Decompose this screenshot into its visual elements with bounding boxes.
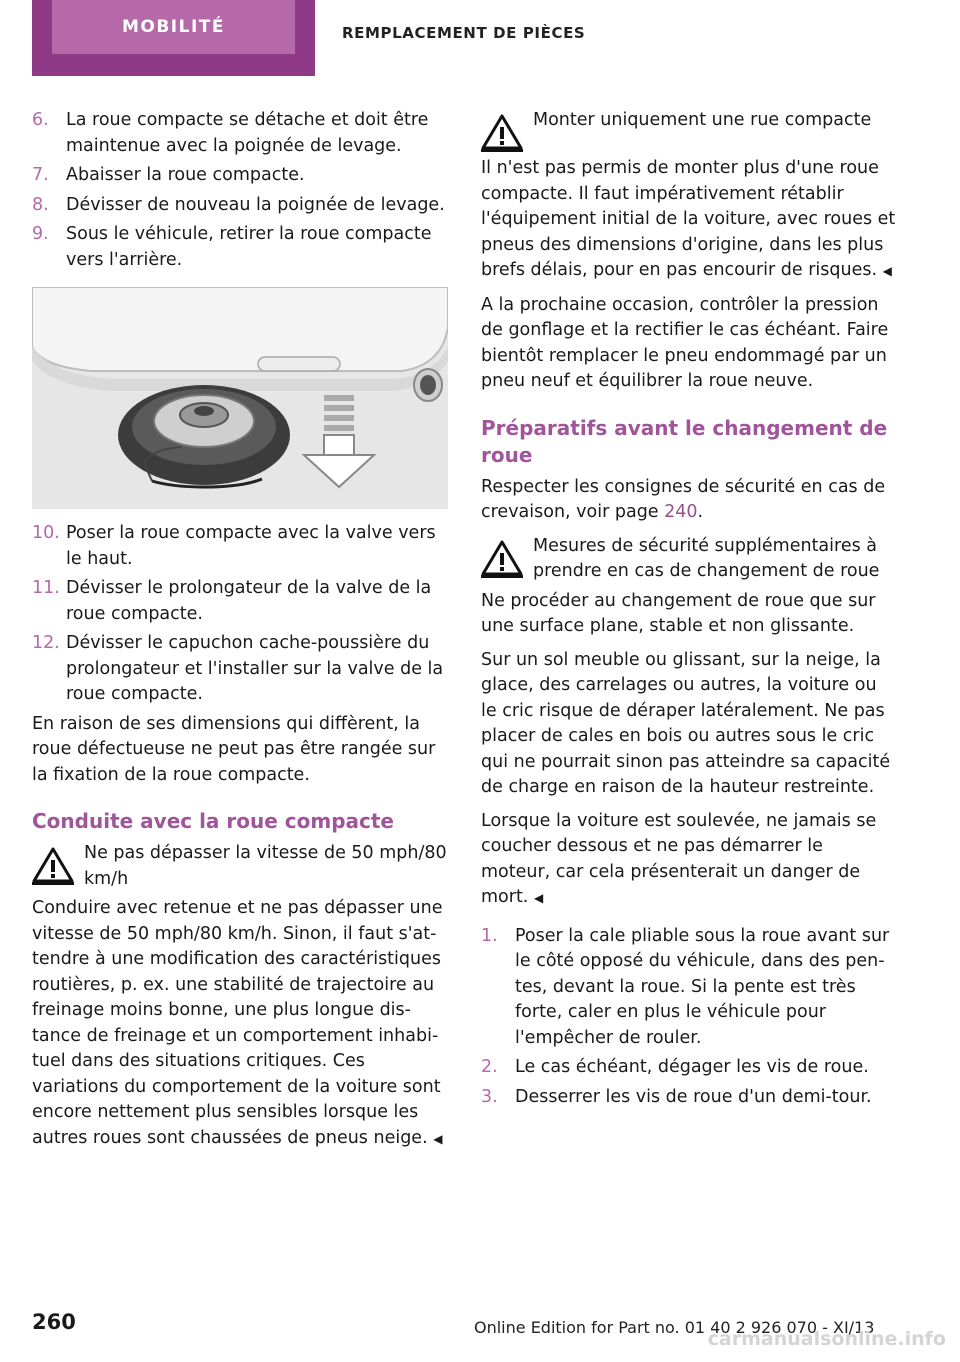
step-text: Poser la roue compacte avec la valve vers le haut. — [66, 523, 436, 569]
warning-body: Ne procéder au changement de roue que sur une surface plane, stable et non glissante. — [481, 590, 876, 636]
list-item — [32, 631, 450, 708]
warning-body: Lorsque la voiture est soulevée, ne jamais se coucher dessous et ne pas démarrer le moteur, car cela présenterait un danger de mort. ◀ — [481, 810, 877, 907]
end-mark-icon: ◀ — [433, 1131, 443, 1146]
step-text: Dévisser de nouveau la poignée de levage. — [66, 194, 445, 215]
warning-block — [32, 841, 450, 892]
paragraph: A la prochaine occasion, contrôler la pression de gonflage et la rectifier le cas échéant. Faire bientôt remplacer le pneu endommagé par un pneu neuf et équilibrer la roue neuve. — [481, 294, 889, 391]
spare-wheel-illustration — [32, 287, 448, 509]
step-text: Desserrer les vis de roue d'un demi-tour. — [515, 1086, 872, 1107]
list-item — [32, 521, 450, 572]
step-number: 1. — [481, 925, 498, 946]
right-column — [481, 108, 897, 1114]
paragraph-with-link: Respecter les consignes de sécurité en cas de crevaison, voir page 240. — [481, 476, 886, 522]
paragraph: En raison de ses dimensions qui diffèrent, la roue défectueuse ne peut pas être rangée sur la fixation de la roue compacte. — [32, 713, 436, 785]
list-item — [481, 924, 897, 1052]
step-number: 7. — [32, 165, 49, 185]
step-text: Dévisser le capuchon cache-poussière du prolongateur et l'installer sur la valve de la roue compacte. — [66, 633, 444, 704]
chapter-tab-label: MOBILITÉ — [52, 0, 295, 54]
section-heading: Conduite avec la roue compacte — [32, 809, 394, 833]
warning-block-safety — [481, 534, 897, 585]
list-item — [481, 1085, 897, 1111]
step-number: 8. — [32, 194, 49, 215]
warning-title: Mesures de sécurité supplémentaires à prendre en cas de changement de roue — [533, 535, 880, 581]
section-title: REMPLACEMENT DE PIÈCES — [342, 24, 586, 42]
step-number: 12. — [32, 633, 60, 653]
page-link[interactable]: 240 — [664, 502, 698, 522]
section-heading: Préparatifs avant le changement de roue — [481, 415, 888, 467]
step-text: Le cas échéant, dégager les vis de roue. — [515, 1057, 869, 1077]
step-number: 10. — [32, 523, 60, 543]
step-text: Dévisser le prolongateur de la valve de la roue compacte. — [66, 578, 432, 624]
list-item — [32, 193, 450, 219]
end-mark-icon: ◀ — [533, 891, 544, 905]
list-item — [32, 163, 450, 189]
step-text: La roue compacte se détache et doit être maintenue avec la poignée de levage. — [66, 110, 429, 156]
page-header — [0, 0, 960, 76]
page-footer — [0, 1310, 960, 1362]
watermark: carmanualsonline.info — [707, 1328, 946, 1350]
step-number: 9. — [32, 224, 49, 244]
list-item — [32, 576, 450, 627]
steps-list-b — [32, 521, 450, 708]
warning-icon — [481, 540, 523, 578]
step-text: Sous le véhicule, retirer la roue compacte vers l'arrière. — [66, 224, 432, 270]
list-item — [32, 108, 450, 159]
warning-icon — [481, 114, 523, 152]
step-number: 6. — [32, 110, 49, 130]
page-number: 260 — [32, 1310, 76, 1334]
warning-block-compact-wheel — [481, 108, 897, 152]
edition-note: Online Edition for Part no. 01 40 2 926 070 - XI/13 — [474, 1318, 875, 1337]
step-text: Abaisser la roue compacte. — [66, 165, 305, 185]
step-number: 3. — [481, 1086, 498, 1107]
steps-list-c — [481, 924, 897, 1111]
warning-title: Ne pas dépasser la vitesse de 50 mph/80 km/h — [84, 843, 447, 889]
chapter-tab — [32, 0, 315, 76]
steps-list-a — [32, 108, 450, 273]
list-item — [32, 222, 450, 273]
left-column — [32, 108, 450, 1152]
step-number: 2. — [481, 1057, 498, 1077]
warning-body: Conduire avec retenue et ne pas dépasser une vitesse de 50 mph/80 km/h. Sinon, il faut s'attendre à une modification des caractéristiques routières, p. ex. une stabilité de trajectoire au freinage moins bonne, une plus longue distance de freinage et un comportement inhabituel dans des situations critiques. Ces variations du comportement de la voiture sont encore nettement plus sensibles lorsque les autres roues sont chaussées de pneus neige. ◀ — [32, 898, 443, 1148]
warning-icon — [32, 847, 74, 885]
list-item — [481, 1055, 897, 1081]
warning-title: Monter uniquement une rue compacte — [533, 110, 872, 130]
step-text: Poser la cale pliable sous la roue avant sur le côté opposé du véhicule, dans des pentes, devant la roue. Si la pente est très forte, caler en plus le véhicule pour l'empêcher de rouler. — [515, 925, 890, 1048]
warning-body: Sur un sol meuble ou glissant, sur la neige, la glace, des carrelages ou autres, la voiture ou le cric risque de déraper latéralement. Ne pas placer de cales en bois ou autres sous le cric qui ne pourrait sinon pas atteindre sa capacité de charge en raison de la hauteur restreinte. — [481, 649, 891, 797]
step-number: 11. — [32, 578, 60, 598]
warning-body: Il n'est pas permis de monter plus d'une roue compacte. Il faut impérativement rétablir l'équipement initial de la voiture, avec roues et pneus des dimensions d'origine, dans les plus brefs délais, pour en pas encourir de risques. ◀ — [481, 158, 896, 280]
end-mark-icon: ◀ — [882, 264, 892, 278]
